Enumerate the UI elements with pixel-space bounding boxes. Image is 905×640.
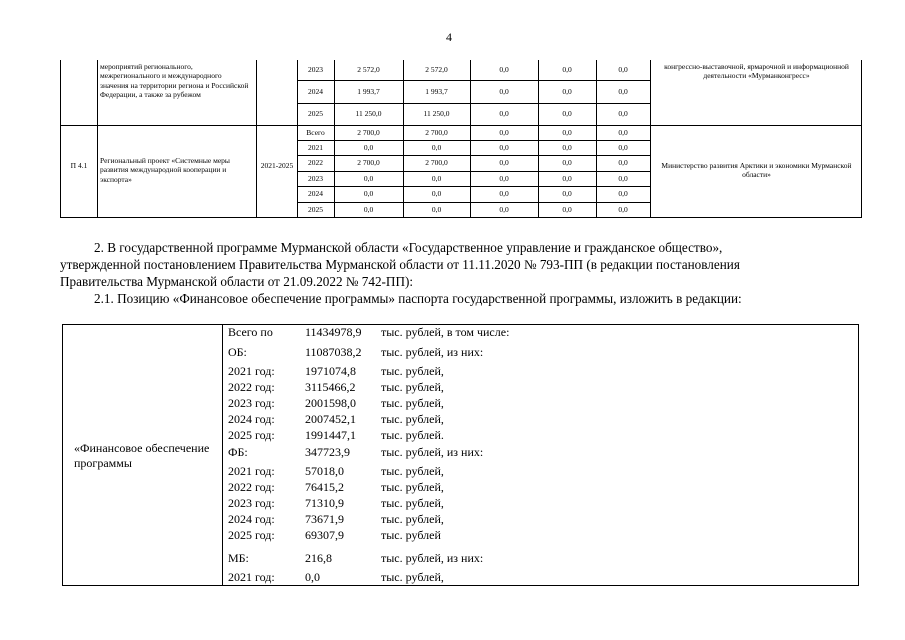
amount-cell: 0,0 [431, 205, 442, 214]
amount-cell: 0,0 [431, 174, 442, 183]
finance-row-label: 2021 год: [228, 570, 275, 584]
finance-row-value: 73671,9 [305, 512, 344, 526]
finance-row-value: 2007452,1 [305, 412, 356, 426]
finance-row-label: 2022 год: [228, 380, 275, 394]
activity-name: мероприятий регионального, межрегионального и международного значения на территории региона и Российской Федерации, а также за рубежом [100, 62, 249, 99]
paragraph-2-cont: утвержденной постановлением Правительства Мурманской области от 11.11.2020 № 793-ПП (в редакции постановления [60, 257, 740, 272]
finance-row-value: 57018,0 [305, 464, 344, 478]
amount-cell: 2 572,0 [425, 65, 448, 74]
amount-cell: 0,0 [562, 87, 572, 96]
finance-row-unit: тыс. рублей, [381, 364, 444, 378]
finance-row-value: 11434978,9 [305, 325, 362, 339]
period: 2021-2025 [260, 161, 294, 170]
finance-row-value: 76415,2 [305, 480, 344, 494]
regional-project-name: Региональный проект «Системные меры развития международной кооперации и экспорта» [100, 156, 230, 184]
amount-cell: 0,0 [499, 174, 509, 183]
paragraph-2-cont: Правительства Мурманской области от 21.09.2022 № 742-ПП): [60, 274, 414, 289]
finance-row-value: 11087038,2 [305, 345, 362, 359]
year-cell: 2023 [308, 65, 323, 74]
amount-cell: 0,0 [562, 158, 572, 167]
amount-cell: 0,0 [618, 143, 628, 152]
amount-cell: 0,0 [562, 109, 572, 118]
amount-cell: 0,0 [499, 87, 509, 96]
finance-row-label: 2025 год: [228, 528, 275, 542]
amount-cell: 11 250,0 [355, 109, 382, 118]
finance-row-label: 2021 год: [228, 464, 275, 478]
paragraph-2-1: 2.1. Позицию «Финансовое обеспечение программы» паспорта государственной программы, изложить в редакции: [94, 291, 742, 306]
amount-cell: 2 700,0 [425, 128, 448, 137]
amount-cell: 0,0 [618, 128, 628, 137]
finance-row-label: 2021 год: [228, 364, 275, 378]
year-cell: 2022 [308, 158, 323, 167]
amount-cell: 0,0 [562, 205, 572, 214]
amount-cell: 2 700,0 [357, 158, 380, 167]
amount-cell: 1 993,7 [425, 87, 448, 96]
amount-cell: 0,0 [618, 174, 628, 183]
finance-row-label: 2024 год: [228, 412, 275, 426]
year-cell: 2025 [308, 109, 323, 118]
finance-row-unit: тыс. рублей, в том числе: [381, 325, 510, 339]
finance-row-value: 1971074,8 [305, 364, 356, 378]
finance-row-unit: тыс. рублей, [381, 496, 444, 510]
finance-row-unit: тыс. рублей [381, 528, 441, 542]
finance-row-unit: тыс. рублей, из них: [381, 345, 484, 359]
finance-row-value: 71310,9 [305, 496, 344, 510]
finance-row-label: 2022 год: [228, 480, 275, 494]
amount-cell: 0,0 [618, 205, 628, 214]
finance-row-value: 69307,9 [305, 528, 344, 542]
finance-row-value: 1991447,1 [305, 428, 356, 442]
finance-row-value: 347723,9 [305, 445, 350, 459]
year-cell: 2025 [308, 205, 323, 214]
amount-cell: 0,0 [562, 189, 572, 198]
finance-row-unit: тыс. рублей, [381, 396, 444, 410]
finance-row-unit: тыс. рублей, [381, 512, 444, 526]
finance-row-label: Всего по [228, 325, 273, 339]
finance-row-unit: тыс. рублей, [381, 480, 444, 494]
finance-label: «Финансовое обеспечение программы [74, 441, 210, 470]
amount-cell: 0,0 [618, 87, 628, 96]
amount-cell: 0,0 [499, 158, 509, 167]
amount-cell: 0,0 [431, 189, 442, 198]
amount-cell: 2 700,0 [357, 128, 380, 137]
amount-cell: 0,0 [431, 143, 442, 152]
executor: Министерство развития Арктики и экономики Мурманской области» [661, 161, 852, 180]
finance-row-label: 2023 год: [228, 396, 275, 410]
amount-cell: 0,0 [562, 65, 572, 74]
amount-cell: 0,0 [499, 65, 509, 74]
finance-row-label: 2024 год: [228, 512, 275, 526]
amount-cell: 0,0 [363, 205, 374, 214]
finance-row-value: 216,8 [305, 551, 332, 565]
year-cell: Всего [306, 128, 325, 137]
row-number: П 4.1 [70, 161, 88, 170]
amount-cell: 2 572,0 [357, 65, 380, 74]
finance-row-value: 3115466,2 [305, 380, 356, 394]
amount-cell: 0,0 [499, 109, 509, 118]
finance-row-unit: тыс. рублей, [381, 412, 444, 426]
finance-row-unit: тыс. рублей. [381, 428, 444, 442]
finance-row-unit: тыс. рублей, [381, 464, 444, 478]
amount-cell: 0,0 [618, 109, 628, 118]
amount-cell: 0,0 [618, 189, 628, 198]
program-activities-table [60, 60, 862, 218]
finance-row-value: 0,0 [305, 570, 320, 584]
amount-cell: 0,0 [618, 158, 628, 167]
finance-row-label: 2023 год: [228, 496, 275, 510]
amount-cell: 0,0 [499, 189, 509, 198]
finance-row-unit: тыс. рублей, из них: [381, 445, 484, 459]
amount-cell: 0,0 [363, 189, 374, 198]
finance-row-unit: тыс. рублей, [381, 380, 444, 394]
paragraph-2: 2. В государственной программе Мурманской области «Государственное управление и гражданское общество», [94, 240, 723, 255]
amount-cell: 0,0 [562, 143, 572, 152]
finance-row-unit: тыс. рублей, [381, 570, 444, 584]
amount-cell: 0,0 [499, 128, 509, 137]
amount-cell: 0,0 [363, 174, 374, 183]
finance-row-label: ОБ: [228, 345, 247, 359]
year-cell: 2023 [308, 174, 323, 183]
finance-row-value: 2001598,0 [305, 396, 356, 410]
year-cell: 2021 [308, 143, 323, 152]
executor: конгрессно-выставочной, ярмарочной и информационной деятельности «Мурманконгресс» [664, 62, 849, 81]
year-cell: 2024 [308, 87, 323, 96]
amount-cell: 11 250,0 [423, 109, 450, 118]
amount-cell: 1 993,7 [357, 87, 380, 96]
finance-row-label: ФБ: [228, 445, 248, 459]
year-cell: 2024 [308, 189, 323, 198]
amount-cell: 2 700,0 [425, 158, 448, 167]
amount-cell: 0,0 [499, 143, 509, 152]
amount-cell: 0,0 [562, 128, 572, 137]
amount-cell: 0,0 [499, 205, 509, 214]
amount-cell: 0,0 [562, 174, 572, 183]
finance-row-unit: тыс. рублей, из них: [381, 551, 484, 565]
finance-row-label: 2025 год: [228, 428, 275, 442]
page-number: 4 [446, 30, 452, 44]
amount-cell: 0,0 [618, 65, 628, 74]
amount-cell: 0,0 [363, 143, 374, 152]
finance-row-label: МБ: [228, 551, 249, 565]
